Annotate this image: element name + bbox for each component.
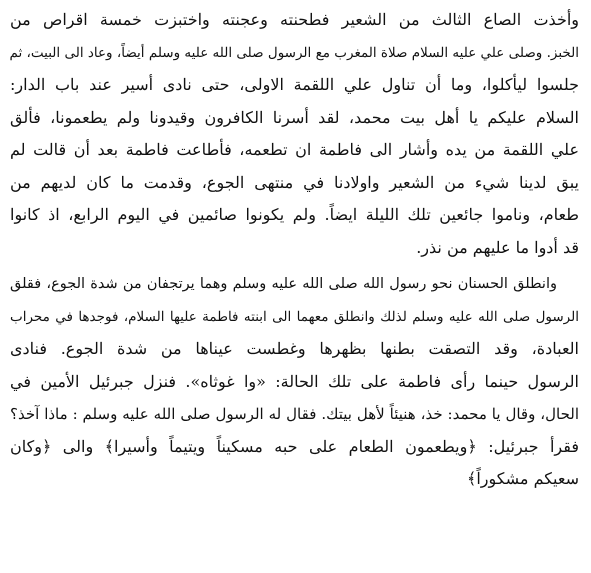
text-line: جلسوا ليأكلوا، وما أن تناول علي اللقمة الاولى، حتى نادى أسير عند باب الدار: xyxy=(10,75,579,94)
text-line: وأخذت الصاع الثالث من الشعير فطحنته وعجنته واختبزت خمسة اقراص من xyxy=(10,10,579,29)
text-line: السلام عليكم يا أهل بيت محمد، لقد أسرنا الكافرون وقيدونا ولم يطعمونا، فألق xyxy=(10,107,579,127)
paragraph-1 xyxy=(10,4,579,264)
text-line: فقرأ جبرئيل: ﴿ويطعمون الطعام على حبه مسكيناً ويتيماً وأسيرا﴾ والى ﴿وكان xyxy=(10,436,579,456)
text-line: طعام، وناموا جائعين تلك الليلة ايضاً. ولم يكونوا صائمين في اليوم الرابع، اذ كانوا xyxy=(10,205,579,224)
text-line: سعيكم مشكوراً﴾ xyxy=(466,469,579,488)
text-line: العبادة، وقد التصقت بطنها بظهرها وغطست عيناها من شدة الجوع. فنادى xyxy=(10,339,579,358)
text-line: يبق لدينا شيء من الشعير واولادنا في منتهى الجوع، وقدمت ما كان لديهم من xyxy=(10,172,579,192)
text-line: الرسول حينما رأى فاطمة على تلك الحالة: «وا غوثاه». فنزل جبرئيل الأمين في xyxy=(10,371,579,391)
text-line: الرسول صلى الله عليه وسلم لذلك وانطلق معهما الى ابنته فاطمة عليها السلام، فوجدها في محراب xyxy=(10,308,579,325)
text-line: الخبز. وصلى علي عليه السلام صلاة المغرب مع الرسول صلى الله عليه وسلم أيضاً، وعاد الى البيت، ثم xyxy=(10,44,579,61)
text-line: قد أدوا ما عليهم من نذر. xyxy=(416,237,579,257)
text-line: الحال، وقال يا محمد: خذ، هنيئاً لأهل بيتك. فقال له الرسول صلى الله عليه وسلم : ماذا آخذ؟ xyxy=(10,405,579,423)
paragraph-2 xyxy=(10,268,579,496)
text-line: وانطلق الحسنان نحو رسول الله صلى الله عليه وسلم وهما يرتجفان من شدة الجوع، فقلق xyxy=(10,276,557,292)
text-line: علي اللقمة من يده وأشار الى فاطمة ان تطعمه، فأطاعت فاطمة بعد أن قالت لم xyxy=(10,140,579,159)
